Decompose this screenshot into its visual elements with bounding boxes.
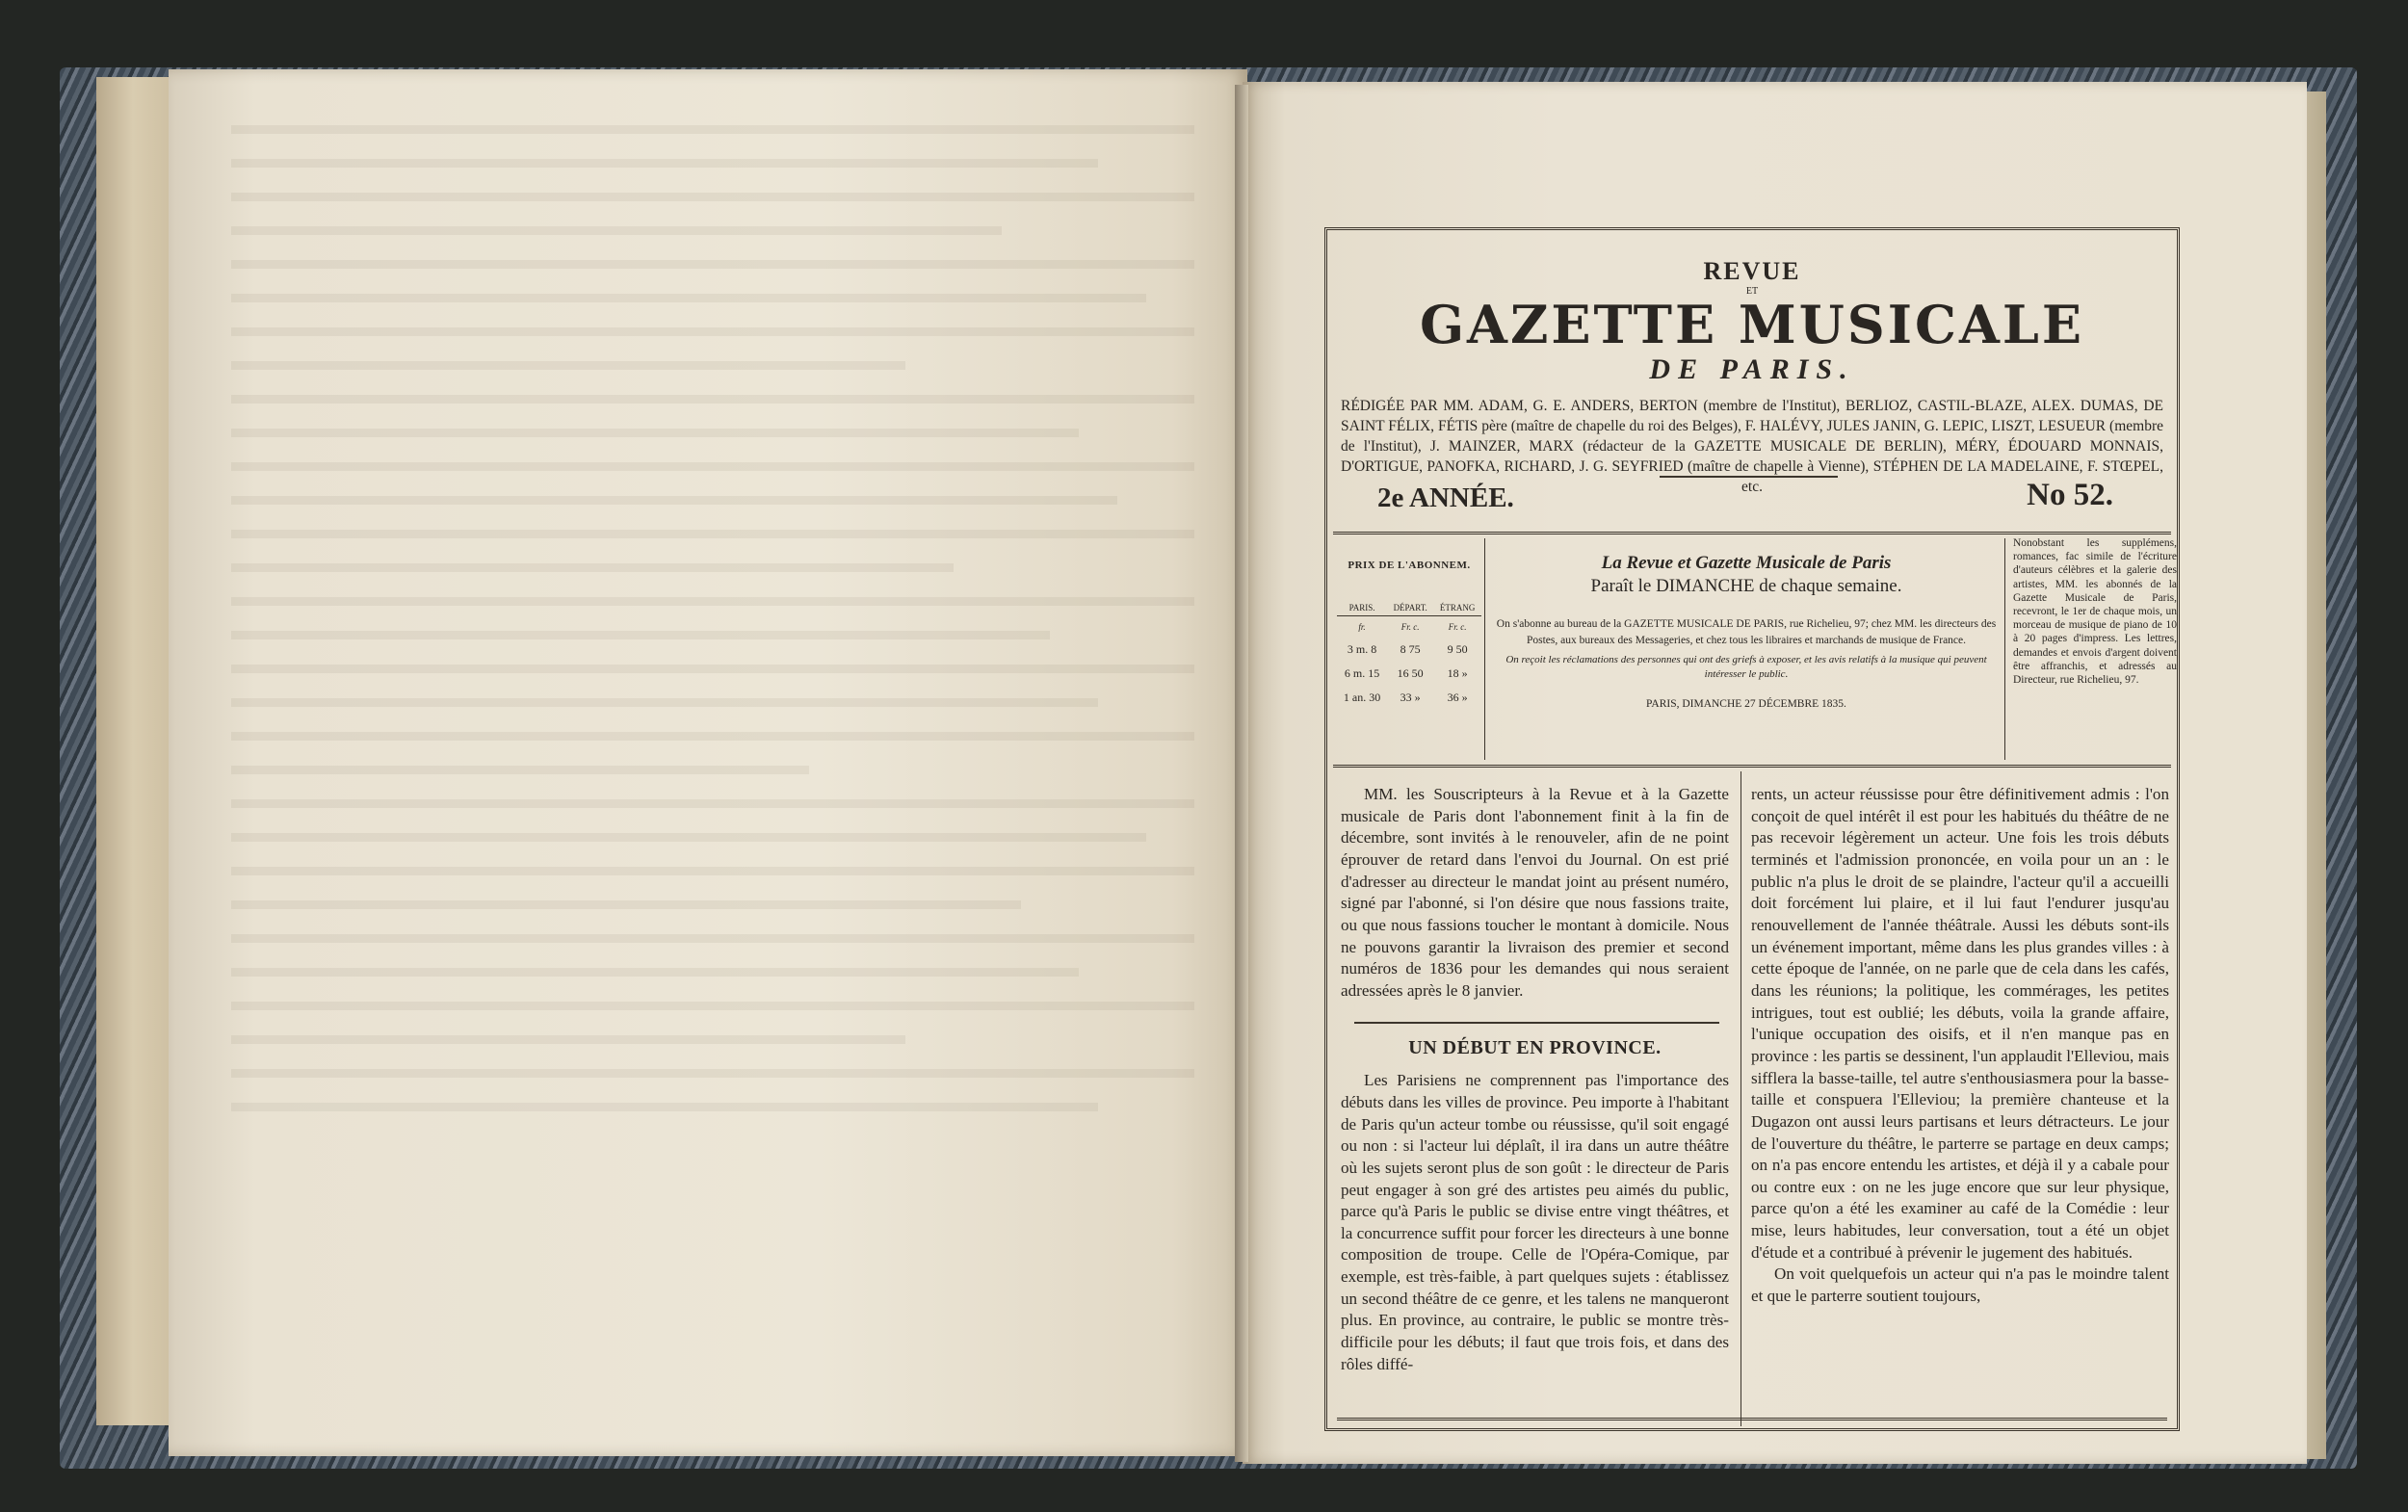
table-row	[1337, 686, 1481, 710]
section-rule	[1354, 1022, 1719, 1024]
side-note: Nonobstant les supplémens, romances, fac simile de l'écriture d'auteurs célèbres et la galerie des artistes, MM. les abonnés de la Gazette Musicale de Paris, recevront, le 1er de chaque mois, un morceau de musique de piano de 10 à 20 pages d'impress. Les lettres, demandes et envois d'argent doivent être affranchis, et adressés au Directeur, rue Richelieu, 97.	[2013, 537, 2177, 687]
newspaper-page-frame	[1324, 227, 2180, 1431]
price-cell: 18 »	[1447, 666, 1468, 680]
publication-name: La Revue et Gazette Musicale de Paris	[1601, 553, 1892, 573]
price-cell: 33 »	[1400, 691, 1421, 704]
footer-rule	[1337, 1418, 2167, 1421]
left-column	[1341, 784, 1729, 1375]
article-paragraph: rents, un acteur réussisse pour être définitivement admis : l'on conçoit de quel intérêt il est pour les habitués du théâtre de ne pas recevoir légèrement un acteur. Une fois les trois débuts terminés et l'admission prononcée, en voila pour un an : le public n'a plus le droit de se plaindre, l'acteur qu'il a accueilli doit forcément lui plaire, et il lui faut l'endurer jusqu'au renouvellement de l'année théâtrale. Aussi les débuts sont-ils un événement important, même dans les plus grandes villes : à cette époque de l'année, on ne parle que de cela dans les cafés, dans les réunions; la politique, les commérages, les petites intrigues, tout est oublié; les débuts, voila la grande affaire, l'unique occupation des oisifs, et il n'en manque pas en province : les partis se dessinent, l'un applaudit l'Elleviou, mais sifflera la basse-taille, tel autre s'enthousiasmera pour la basse-taille et conspuera l'Elleviou; la première chanteuse et la Dugazon ont aussi leurs partisans et leurs détracteurs. Le jour de l'ouverture du théâtre, le parterre se partage en deux camps; on n'a pas encore entendu les artistes, et déjà il y a cabale pour ou contre eux : on ne les juge encore que sur leur physique, parce qu'on a été les examiner au café de la Comédie : leur mise, leurs habitudes, leur conversation, tout a été un objet d'étude et a contribué à prévenir le jugement des habitués.	[1751, 785, 2169, 1262]
column-divider	[2004, 538, 2005, 760]
info-rule	[1333, 765, 2171, 768]
ornament-rule	[1660, 476, 1838, 478]
year-label: 2e ANNÉE.	[1377, 482, 1514, 513]
dateline: PARIS, DIMANCHE 27 DÉCEMBRE 1835.	[1646, 698, 1846, 710]
publication-schedule: Paraît le DIMANCHE de chaque semaine.	[1590, 576, 1902, 596]
left-page-show-through	[231, 125, 1194, 1406]
unit-cell: fr.	[1358, 622, 1366, 632]
price-cell: 8 75	[1400, 642, 1421, 656]
contributors-list: RÉDIGÉE PAR MM. ADAM, G. E. ANDERS, BERTON (membre de l'Institut), BERLIOZ, CASTIL-BLAZE, ALEX. DUMAS, DE SAINT FÉLIX, FÉTIS père (maître de chapelle du roi des Belges), F. HALÉVY, JULES JANIN, G. LEPIC, LISZT, LESUEUR (membre de l'Institut), J. MAINZER, MARX (rédacteur de la GAZETTE MUSICALE DE BERLIN), MÉRY, ÉDOUARD MONNAIS, D'ORTIGUE, PANOFKA, RICHARD, J. G. SEYFRIED (maître de chapelle à Vienne), STÉPHEN DE LA MADELAINE, F. STŒPEL, etc.	[1341, 398, 2163, 495]
article-paragraph: Les Parisiens ne comprennent pas l'importance des débuts dans les villes de province. Peu importe à l'habitant de Paris qu'un acteur tombe ou réussisse, qu'il soit engagé ou non : si l'acteur lui déplaît, il ira dans un autre théâtre où les sujets seront plus de son goût : le directeur de Paris peut engager à son gré des artistes peu aimés du public, parce qu'à Paris le public se divise entre vingt théâtres, et la concurrence suffit pour forcer les directeurs à une bonne composition de troupe. Celle de l'Opéra-Comique, par exemple, est très-faible, à part quelques sujets : établissez un second théâtre de ce genre, et les talens ne manqueront plus. En province, au contraire, le public se montre très-difficile pour les débuts; il faut que trois fois, et dans des rôles diffé-	[1341, 1071, 1729, 1373]
prices-heading: PRIX DE L'ABONNEM.	[1348, 560, 1471, 571]
price-cell: 36 »	[1447, 691, 1468, 704]
prices-table	[1337, 598, 1481, 710]
masthead-title: GAZETTE MUSICALE	[1419, 294, 2085, 355]
subscription-info: On s'abonne au bureau de la GAZETTE MUSICALE DE PARIS, rue Richelieu, 97; chez MM. les directeurs des Postes, aux bureaux des Messageries, et chez tous les libraires et marchands de musique de France.	[1496, 618, 1997, 646]
price-cell: 6 m. 15	[1344, 666, 1380, 680]
article-paragraph: On voit quelquefois un acteur qui n'a pas le moindre talent et que le parterre soutient toujours,	[1751, 1264, 2169, 1306]
col-header: PARIS.	[1337, 598, 1387, 616]
column-divider	[1484, 538, 1485, 760]
price-cell: 16 50	[1397, 666, 1424, 680]
price-cell: 3 m. 8	[1347, 642, 1377, 656]
col-header: ÉTRANG	[1433, 598, 1481, 616]
article-heading: UN DÉBUT EN PROVINCE.	[1408, 1036, 1662, 1058]
subscription-prices	[1337, 560, 1481, 710]
price-cell: 9 50	[1447, 642, 1468, 656]
unit-cell: Fr. c.	[1448, 622, 1467, 632]
subscriber-notice: MM. les Souscripteurs à la Revue et à la Gazette musicale de Paris dont l'abonnement finit à la fin de décembre, sont invités à le renouveler, afin de ne point éprouver de retard dans l'envoi du Journal. On est prié d'adresser au directeur le mandat joint au présent numéro, signé par l'abonné, si l'on désire que nous fassions traite, ou que nous fassions toucher le montant à domicile. Nous ne pouvons garantir la livraison des premier et second numéros de 1836 pour les demandes qui nous seraient adressées après le 8 janvier.	[1341, 785, 1729, 1000]
unit-cell: Fr. c.	[1400, 622, 1420, 632]
masthead-et: ET	[1745, 286, 1759, 297]
right-column	[1751, 784, 2169, 1308]
price-cell: 1 an. 30	[1343, 691, 1381, 704]
publication-info	[1496, 553, 1997, 710]
col-header: DÉPART.	[1387, 598, 1433, 616]
masthead-de-paris: DE PARIS.	[1649, 353, 1855, 385]
masthead-revue: REVUE	[1703, 257, 1801, 285]
table-row	[1337, 638, 1481, 662]
table-row	[1337, 662, 1481, 686]
issue-number: No 52.	[2027, 478, 2113, 512]
header-rule	[1333, 532, 2171, 534]
book-gutter	[1235, 85, 1248, 1462]
complaints-info: On reçoit les réclamations des personnes qui ont des griefs à exposer, et les avis relatifs à la musique qui peuvent intéresser le public.	[1505, 654, 1987, 680]
